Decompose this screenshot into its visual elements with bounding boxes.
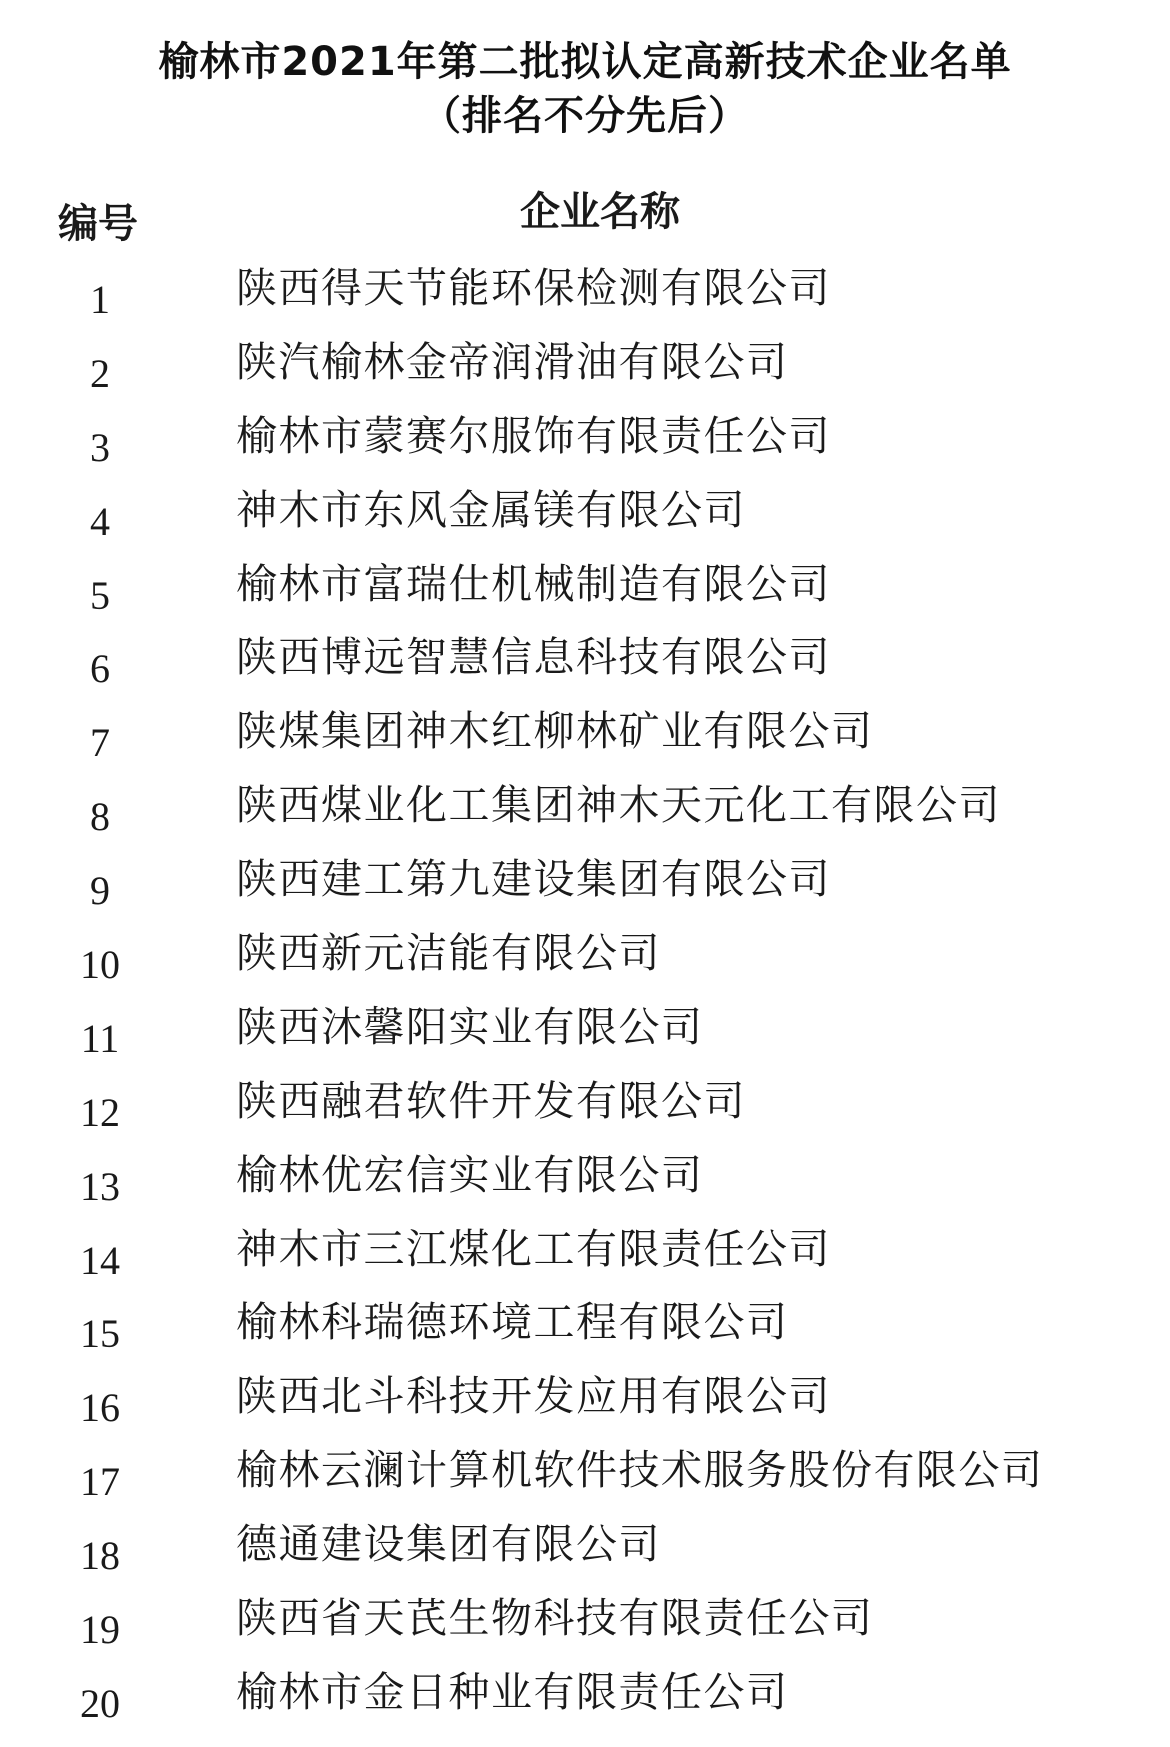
row-number: 4 [90, 498, 110, 544]
list-item [0, 1001, 1170, 1075]
row-number: 1 [90, 277, 110, 322]
list-item [0, 705, 1170, 779]
list-item [0, 262, 1170, 336]
company-name: 陕西北斗科技开发应用有限公司 [236, 1372, 831, 1421]
list-item [0, 1075, 1170, 1149]
row-number: 14 [80, 1237, 120, 1283]
list-item [0, 336, 1170, 410]
row-number: 2 [90, 350, 110, 396]
company-name: 陕西煤业化工集团神木天元化工有限公司 [236, 781, 1001, 830]
row-number: 12 [80, 1089, 120, 1135]
row-number: 19 [80, 1607, 120, 1653]
company-name: 榆林市富瑞仕机械制造有限公司 [236, 559, 831, 608]
company-name: 神木市三江煤化工有限责任公司 [236, 1224, 831, 1273]
row-number: 18 [80, 1533, 120, 1579]
row-number: 16 [80, 1385, 120, 1431]
list-item [0, 1592, 1170, 1666]
row-number: 10 [80, 942, 120, 988]
row-number: 9 [90, 868, 110, 914]
column-header-number: 编号 [58, 201, 138, 247]
row-number: 5 [90, 572, 110, 618]
row-number: 15 [80, 1311, 120, 1357]
company-name: 榆林市蒙赛尔服饰有限责任公司 [236, 411, 831, 460]
list-item [0, 1666, 1170, 1740]
company-name: 陕西省天芪生物科技有限责任公司 [236, 1594, 874, 1643]
row-number: 13 [80, 1163, 120, 1209]
company-name: 陕西新元洁能有限公司 [236, 929, 661, 978]
company-name: 陕西沐馨阳实业有限公司 [236, 1002, 704, 1051]
company-name: 德通建设集团有限公司 [236, 1520, 661, 1569]
company-name: 榆林科瑞德环境工程有限公司 [236, 1298, 789, 1347]
list-item [0, 484, 1170, 558]
company-name: 榆林云澜计算机软件技术服务股份有限公司 [236, 1446, 1044, 1495]
company-name: 榆林市金日种业有限责任公司 [236, 1667, 789, 1716]
row-number: 17 [80, 1459, 120, 1505]
list-item [0, 927, 1170, 1001]
company-name: 陕煤集团神木红柳林矿业有限公司 [236, 707, 874, 756]
row-number: 11 [80, 1015, 120, 1061]
company-name: 陕西融君软件开发有限公司 [236, 1076, 746, 1125]
row-number: 6 [90, 646, 110, 692]
list-item [0, 779, 1170, 853]
list-item [0, 631, 1170, 705]
company-name: 陕西博远智慧信息科技有限公司 [236, 633, 831, 682]
company-name: 陕西建工第九建设集团有限公司 [236, 855, 831, 904]
company-list [0, 262, 1170, 1740]
row-number: 20 [80, 1680, 120, 1726]
company-name: 陕汽榆林金帝润滑油有限公司 [236, 337, 789, 386]
company-name: 榆林优宏信实业有限公司 [236, 1150, 704, 1199]
company-name: 神木市东风金属镁有限公司 [236, 485, 746, 534]
company-name: 陕西得天节能环保检测有限公司 [236, 264, 831, 312]
list-item [0, 1518, 1170, 1592]
list-item [0, 410, 1170, 484]
list-item [0, 1444, 1170, 1518]
row-number: 8 [90, 794, 110, 840]
list-item [0, 1370, 1170, 1444]
list-item [0, 558, 1170, 632]
list-item [0, 1223, 1170, 1297]
document-title: 榆林市2021年第二批拟认定高新技术企业名单 [158, 39, 1012, 85]
column-header-company-name: 企业名称 [520, 189, 680, 235]
row-number: 7 [90, 720, 110, 766]
row-number: 3 [90, 424, 110, 470]
list-item [0, 1296, 1170, 1370]
list-item [0, 853, 1170, 927]
document-subtitle: （排名不分先后） [421, 93, 749, 139]
list-item [0, 1149, 1170, 1223]
